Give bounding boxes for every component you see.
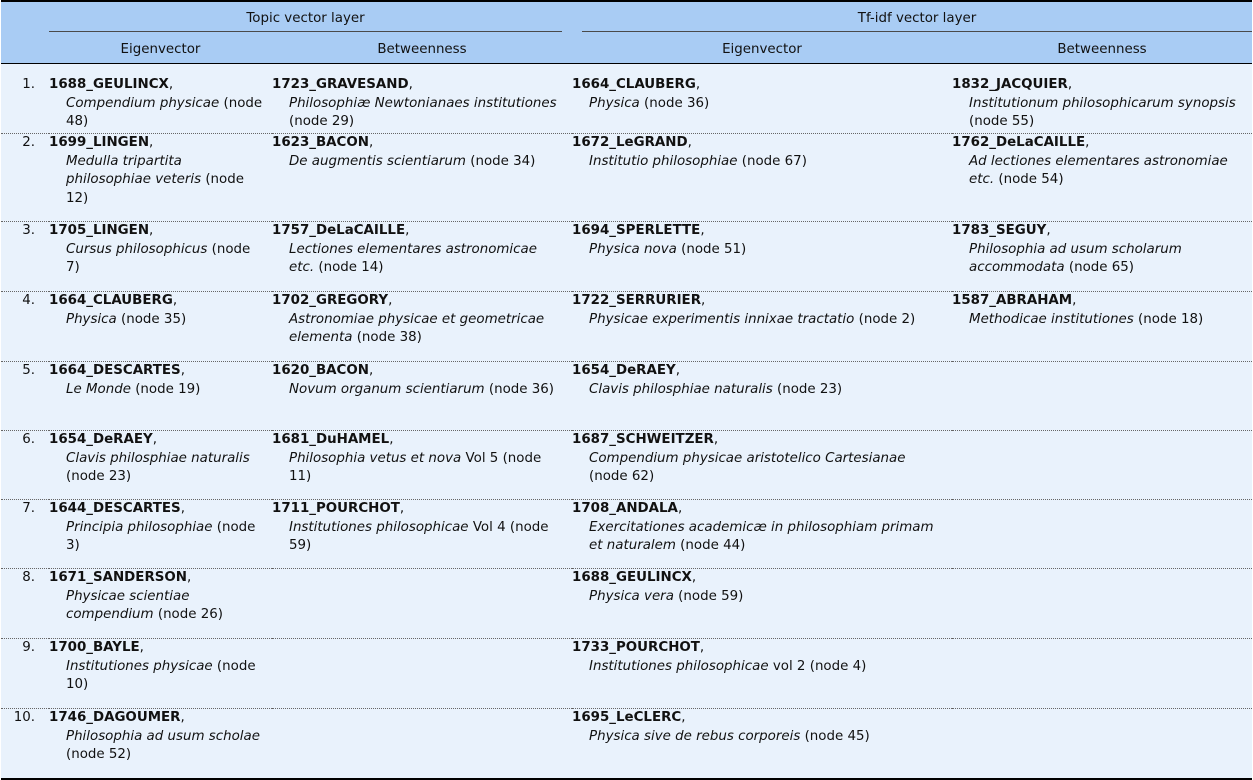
- work-line: [49, 658, 264, 695]
- work-title: Exercitationes academicæ in philosophiam primam et naturalem: [589, 519, 934, 553]
- author-name: 1699_LINGEN: [49, 135, 150, 150]
- work-title: Institutio philosophiae: [589, 153, 738, 169]
- node-label: (node 14): [318, 260, 384, 275]
- node-label: (node 65): [1068, 260, 1135, 275]
- work-title: Institutiones physicae: [66, 658, 213, 674]
- node-label: (node 34): [470, 153, 536, 169]
- author-name: 1762_DeLaCAILLE: [952, 135, 1086, 150]
- node-label: (node 4): [809, 658, 867, 674]
- author-name: 1688_GEULINCX: [49, 77, 169, 92]
- author-name: 1688_GEULINCX: [572, 570, 692, 585]
- node-label: (node 2): [858, 311, 916, 327]
- table-row: [1, 134, 1252, 222]
- work-line: [572, 311, 944, 330]
- work-title: Medulla tripartita philosophiae veteris: [66, 153, 202, 187]
- work-line: [49, 519, 264, 556]
- author-name: 1620_BACON: [272, 363, 369, 378]
- work-title: Institutiones philosophicae: [589, 658, 769, 674]
- volume-label: Vol 5: [465, 450, 499, 466]
- work-title: Physica vera: [589, 588, 674, 604]
- entry-cell-f-bet: [952, 569, 1252, 639]
- work-line: [49, 95, 264, 132]
- entry-cell-f-bet: [952, 500, 1252, 569]
- tfidf-layer-header: Tf-idf vector layer: [572, 1, 1252, 35]
- entry-cell-f-bet: [952, 639, 1252, 709]
- entry-cell-t-bet: 1757_DeLaCAILLE, Lectiones elementares astronomicae etc. (node 14): [272, 222, 572, 292]
- author-name: 1695_LeCLERC: [572, 710, 682, 725]
- author-name: 1664_CLAUBERG: [49, 293, 173, 308]
- entry-cell-t-eig: 1664_DESCARTES, Le Monde (node 19): [49, 362, 272, 431]
- work-title: Compendium physicae: [66, 95, 220, 111]
- node-label: (node 51): [681, 241, 747, 257]
- work-line: [952, 153, 1244, 190]
- work-title: Ad lectiones elementares astronomiae etc.: [969, 153, 1228, 187]
- rank-cell: 7.: [1, 500, 49, 569]
- work-line: [49, 311, 264, 330]
- node-label: (node 59): [678, 588, 744, 604]
- rank-cell: 10.: [1, 709, 49, 779]
- author-name: 1671_SANDERSON: [49, 570, 187, 585]
- node-label: (node 26): [157, 607, 224, 622]
- author-name: 1623_BACON: [272, 135, 369, 150]
- node-label: (node 12): [66, 172, 244, 206]
- work-line: [572, 588, 944, 607]
- work-title: Philosophia ad usum scholae: [66, 728, 260, 744]
- author-name: 1681_DuHAMEL: [272, 432, 390, 447]
- author-name: 1587_ABRAHAM: [952, 293, 1073, 308]
- work-line: [572, 381, 944, 400]
- entry-cell-f-bet: 1832_JACQUIER, Institutionum philosophicarum synopsis (node 55): [952, 64, 1252, 134]
- node-label: (node 19): [135, 381, 201, 397]
- author-name: 1702_GREGORY: [272, 293, 389, 308]
- entry-cell-t-eig: 1699_LINGEN, Medulla tripartita philosophiae veteris (node 12): [49, 134, 272, 222]
- rank-cell: 6.: [1, 431, 49, 500]
- entry-cell-f-eig: 1733_POURCHOT, Institutiones philosophicae vol 2 (node 4): [572, 639, 952, 709]
- author-name: 1644_DESCARTES: [49, 501, 181, 516]
- table-row: [1, 222, 1252, 292]
- entry-cell-f-bet: 1587_ABRAHAM, Methodicae institutiones (node 18): [952, 292, 1252, 362]
- work-line: [49, 588, 264, 625]
- author-name: 1687_SCHWEITZER: [572, 432, 714, 447]
- work-line: [49, 153, 264, 209]
- topic-betweenness-header: Betweenness: [272, 35, 572, 64]
- table-row: [1, 292, 1252, 362]
- volume-label: Vol 4: [472, 519, 506, 535]
- node-label: (node 62): [589, 469, 655, 484]
- work-line: [272, 450, 564, 487]
- work-title: Clavis philosphiae naturalis: [589, 381, 773, 397]
- entry-cell-t-eig: 1746_DAGOUMER, Philosophia ad usum scholae (node 52): [49, 709, 272, 779]
- entry-cell-t-eig: 1705_LINGEN, Cursus philosophicus (node 7): [49, 222, 272, 292]
- author-name: 1700_BAYLE: [49, 640, 140, 655]
- entry-cell-t-bet: 1623_BACON, De augmentis scientiarum (node 34): [272, 134, 572, 222]
- work-line: [952, 95, 1244, 132]
- node-label: (node 59): [289, 519, 549, 553]
- author-name: 1708_ANDALA: [572, 501, 678, 516]
- node-label: (node 36): [644, 95, 710, 111]
- entry-cell-t-bet: 1620_BACON, Novum organum scientiarum (node 36): [272, 362, 572, 431]
- node-label: (node 36): [488, 381, 555, 397]
- entry-cell-t-eig: 1688_GEULINCX, Compendium physicae (node 48): [49, 64, 272, 134]
- entry-cell-t-bet: [272, 569, 572, 639]
- author-name: 1654_DeRAEY: [572, 363, 676, 378]
- work-title: Lectiones elementares astronomicae etc.: [289, 241, 537, 275]
- work-line: [572, 153, 944, 172]
- table-row: [1, 431, 1252, 500]
- node-label: (node 10): [66, 658, 256, 692]
- author-name: 1664_DESCARTES: [49, 363, 181, 378]
- work-title: Methodicae institutiones: [969, 311, 1134, 327]
- table-row: [1, 709, 1252, 779]
- node-label: (node 3): [66, 519, 256, 553]
- author-name: 1654_DeRAEY: [49, 432, 153, 447]
- node-label: (node 45): [804, 728, 870, 744]
- author-name: 1694_SPERLETTE: [572, 223, 701, 238]
- work-title: Physica: [589, 95, 640, 111]
- node-label: (node 48): [66, 95, 263, 129]
- entry-cell-f-eig: 1687_SCHWEITZER, Compendium physicae aristotelico Cartesianae (node 62): [572, 431, 952, 500]
- entry-cell-t-bet: 1681_DuHAMEL, Philosophia vetus et nova Vol 5 (node 11): [272, 431, 572, 500]
- entry-cell-f-eig: 1694_SPERLETTE, Physica nova (node 51): [572, 222, 952, 292]
- entry-cell-f-eig: 1708_ANDALA, Exercitationes academicæ in philosophiam primam et naturalem (node 44): [572, 500, 952, 569]
- entry-cell-t-eig: 1664_CLAUBERG, Physica (node 35): [49, 292, 272, 362]
- rank-cell: 3.: [1, 222, 49, 292]
- topic-layer-header: Topic vector layer: [1, 1, 572, 35]
- entry-cell-t-bet: 1711_POURCHOT, Institutiones philosophicae Vol 4 (node 59): [272, 500, 572, 569]
- work-title: Physica sive de rebus corporeis: [589, 728, 801, 744]
- work-title: Physicae experimentis innixae tractatio: [589, 311, 855, 327]
- node-label: (node 23): [66, 469, 132, 484]
- work-title: Institutiones philosophicae: [289, 519, 469, 535]
- node-label: (node 54): [998, 172, 1064, 187]
- node-label: (node 35): [121, 311, 187, 327]
- work-title: De augmentis scientiarum: [289, 153, 466, 169]
- node-label: (node 52): [66, 747, 132, 762]
- entry-cell-t-eig: 1671_SANDERSON, Physicae scientiae compendium (node 26): [49, 569, 272, 639]
- author-name: 1757_DeLaCAILLE: [272, 223, 406, 238]
- entry-cell-t-bet: [272, 709, 572, 779]
- entry-cell-f-eig: 1695_LeCLERC, Physica sive de rebus corporeis (node 45): [572, 709, 952, 779]
- table-row: [1, 639, 1252, 709]
- work-line: [49, 450, 264, 487]
- rank-cell: 4.: [1, 292, 49, 362]
- node-label: (node 29): [289, 114, 355, 129]
- rank-cell: 8.: [1, 569, 49, 639]
- work-line: [272, 153, 564, 172]
- entry-cell-f-eig: 1672_LeGRAND, Institutio philosophiae (node 67): [572, 134, 952, 222]
- entry-cell-f-bet: 1783_SEGUY, Philosophia ad usum scholarum accommodata (node 65): [952, 222, 1252, 292]
- node-label: (node 67): [741, 153, 807, 169]
- author-name: 1746_DAGOUMER: [49, 710, 181, 725]
- author-name: 1722_SERRURIER: [572, 293, 702, 308]
- author-name: 1664_CLAUBERG: [572, 77, 696, 92]
- work-title: Philosophia vetus et nova: [289, 450, 462, 466]
- node-label: (node 11): [289, 450, 542, 484]
- work-title: Le Monde: [66, 381, 131, 397]
- entry-cell-t-eig: 1654_DeRAEY, Clavis philosphiae naturalis (node 23): [49, 431, 272, 500]
- table-row: [1, 500, 1252, 569]
- entry-cell-t-bet: 1702_GREGORY, Astronomiae physicae et geometricae elementa (node 38): [272, 292, 572, 362]
- work-line: [272, 95, 564, 132]
- author-name: 1783_SEGUY: [952, 223, 1047, 238]
- author-name: 1723_GRAVESAND: [272, 77, 409, 92]
- work-title: Compendium physicae aristotelico Cartesianae: [589, 450, 906, 466]
- entry-cell-f-bet: [952, 431, 1252, 500]
- entry-cell-f-bet: [952, 362, 1252, 431]
- table-row: [1, 362, 1252, 431]
- node-label: (node 55): [969, 114, 1035, 129]
- work-title: Philosophia ad usum scholarum accommodata: [969, 241, 1182, 275]
- work-title: Clavis philosphiae naturalis: [66, 450, 250, 466]
- rank-cell: 1.: [1, 64, 49, 134]
- author-name: 1705_LINGEN: [49, 223, 150, 238]
- entry-cell-f-eig: 1654_DeRAEY, Clavis philosphiae naturalis (node 23): [572, 362, 952, 431]
- entry-cell-t-eig: 1644_DESCARTES, Principia philosophiae (node 3): [49, 500, 272, 569]
- work-title: Physicae scientiae compendium: [66, 588, 190, 622]
- entry-cell-f-bet: 1762_DeLaCAILLE, Ad lectiones elementares astronomiae etc. (node 54): [952, 134, 1252, 222]
- work-line: [572, 450, 944, 487]
- work-line: [49, 728, 264, 765]
- rank-cell: 2.: [1, 134, 49, 222]
- entry-cell-t-bet: 1723_GRAVESAND, Philosophiæ Newtonianaes institutiones (node 29): [272, 64, 572, 134]
- entry-cell-t-eig: 1700_BAYLE, Institutiones physicae (node 10): [49, 639, 272, 709]
- work-line: [572, 95, 944, 114]
- work-title: Principia philosophiae: [66, 519, 213, 535]
- work-line: [49, 381, 264, 400]
- table-row: [1, 64, 1252, 134]
- entry-cell-f-eig: 1722_SERRURIER, Physicae experimentis innixae tractatio (node 2): [572, 292, 952, 362]
- rank-cell: 5.: [1, 362, 49, 431]
- work-title: Philosophiæ Newtonianaes institutiones: [289, 95, 557, 111]
- work-line: [272, 519, 564, 556]
- work-line: [572, 658, 944, 677]
- node-label: (node 7): [66, 241, 251, 275]
- volume-label: vol 2: [772, 658, 806, 674]
- table-body: [1, 64, 1252, 779]
- work-line: [272, 241, 564, 278]
- author-name: 1733_POURCHOT: [572, 640, 700, 655]
- work-line: [952, 241, 1244, 278]
- work-title: Astronomiae physicae et geometricae elementa: [289, 311, 545, 345]
- entry-cell-t-bet: [272, 639, 572, 709]
- work-title: Physica nova: [589, 241, 677, 257]
- tfidf-betweenness-header: Betweenness: [952, 35, 1252, 64]
- work-line: [272, 381, 564, 400]
- topic-eigenvector-header: Eigenvector: [49, 35, 272, 64]
- entry-cell-f-eig: 1664_CLAUBERG, Physica (node 36): [572, 64, 952, 134]
- work-line: [572, 728, 944, 747]
- author-name: 1832_JACQUIER: [952, 77, 1068, 92]
- work-line: [572, 519, 944, 556]
- table-row: [1, 569, 1252, 639]
- node-label: (node 18): [1138, 311, 1204, 327]
- node-label: (node 44): [680, 538, 746, 553]
- work-line: [49, 241, 264, 278]
- work-line: [272, 311, 564, 348]
- ranking-table: [1, 0, 1252, 780]
- entry-cell-f-eig: 1688_GEULINCX, Physica vera (node 59): [572, 569, 952, 639]
- node-label: (node 23): [777, 381, 843, 397]
- author-name: 1711_POURCHOT: [272, 501, 400, 516]
- tfidf-eigenvector-header: Eigenvector: [572, 35, 952, 64]
- work-line: [572, 241, 944, 260]
- entry-cell-f-bet: [952, 709, 1252, 779]
- work-title: Physica: [66, 311, 117, 327]
- author-name: 1672_LeGRAND: [572, 135, 688, 150]
- rank-cell: 9.: [1, 639, 49, 709]
- work-title: Institutionum philosophicarum synopsis: [969, 95, 1236, 111]
- work-line: [952, 311, 1244, 330]
- work-title: Novum organum scientiarum: [289, 381, 485, 397]
- work-title: Cursus philosophicus: [66, 241, 208, 257]
- node-label: (node 38): [356, 330, 422, 345]
